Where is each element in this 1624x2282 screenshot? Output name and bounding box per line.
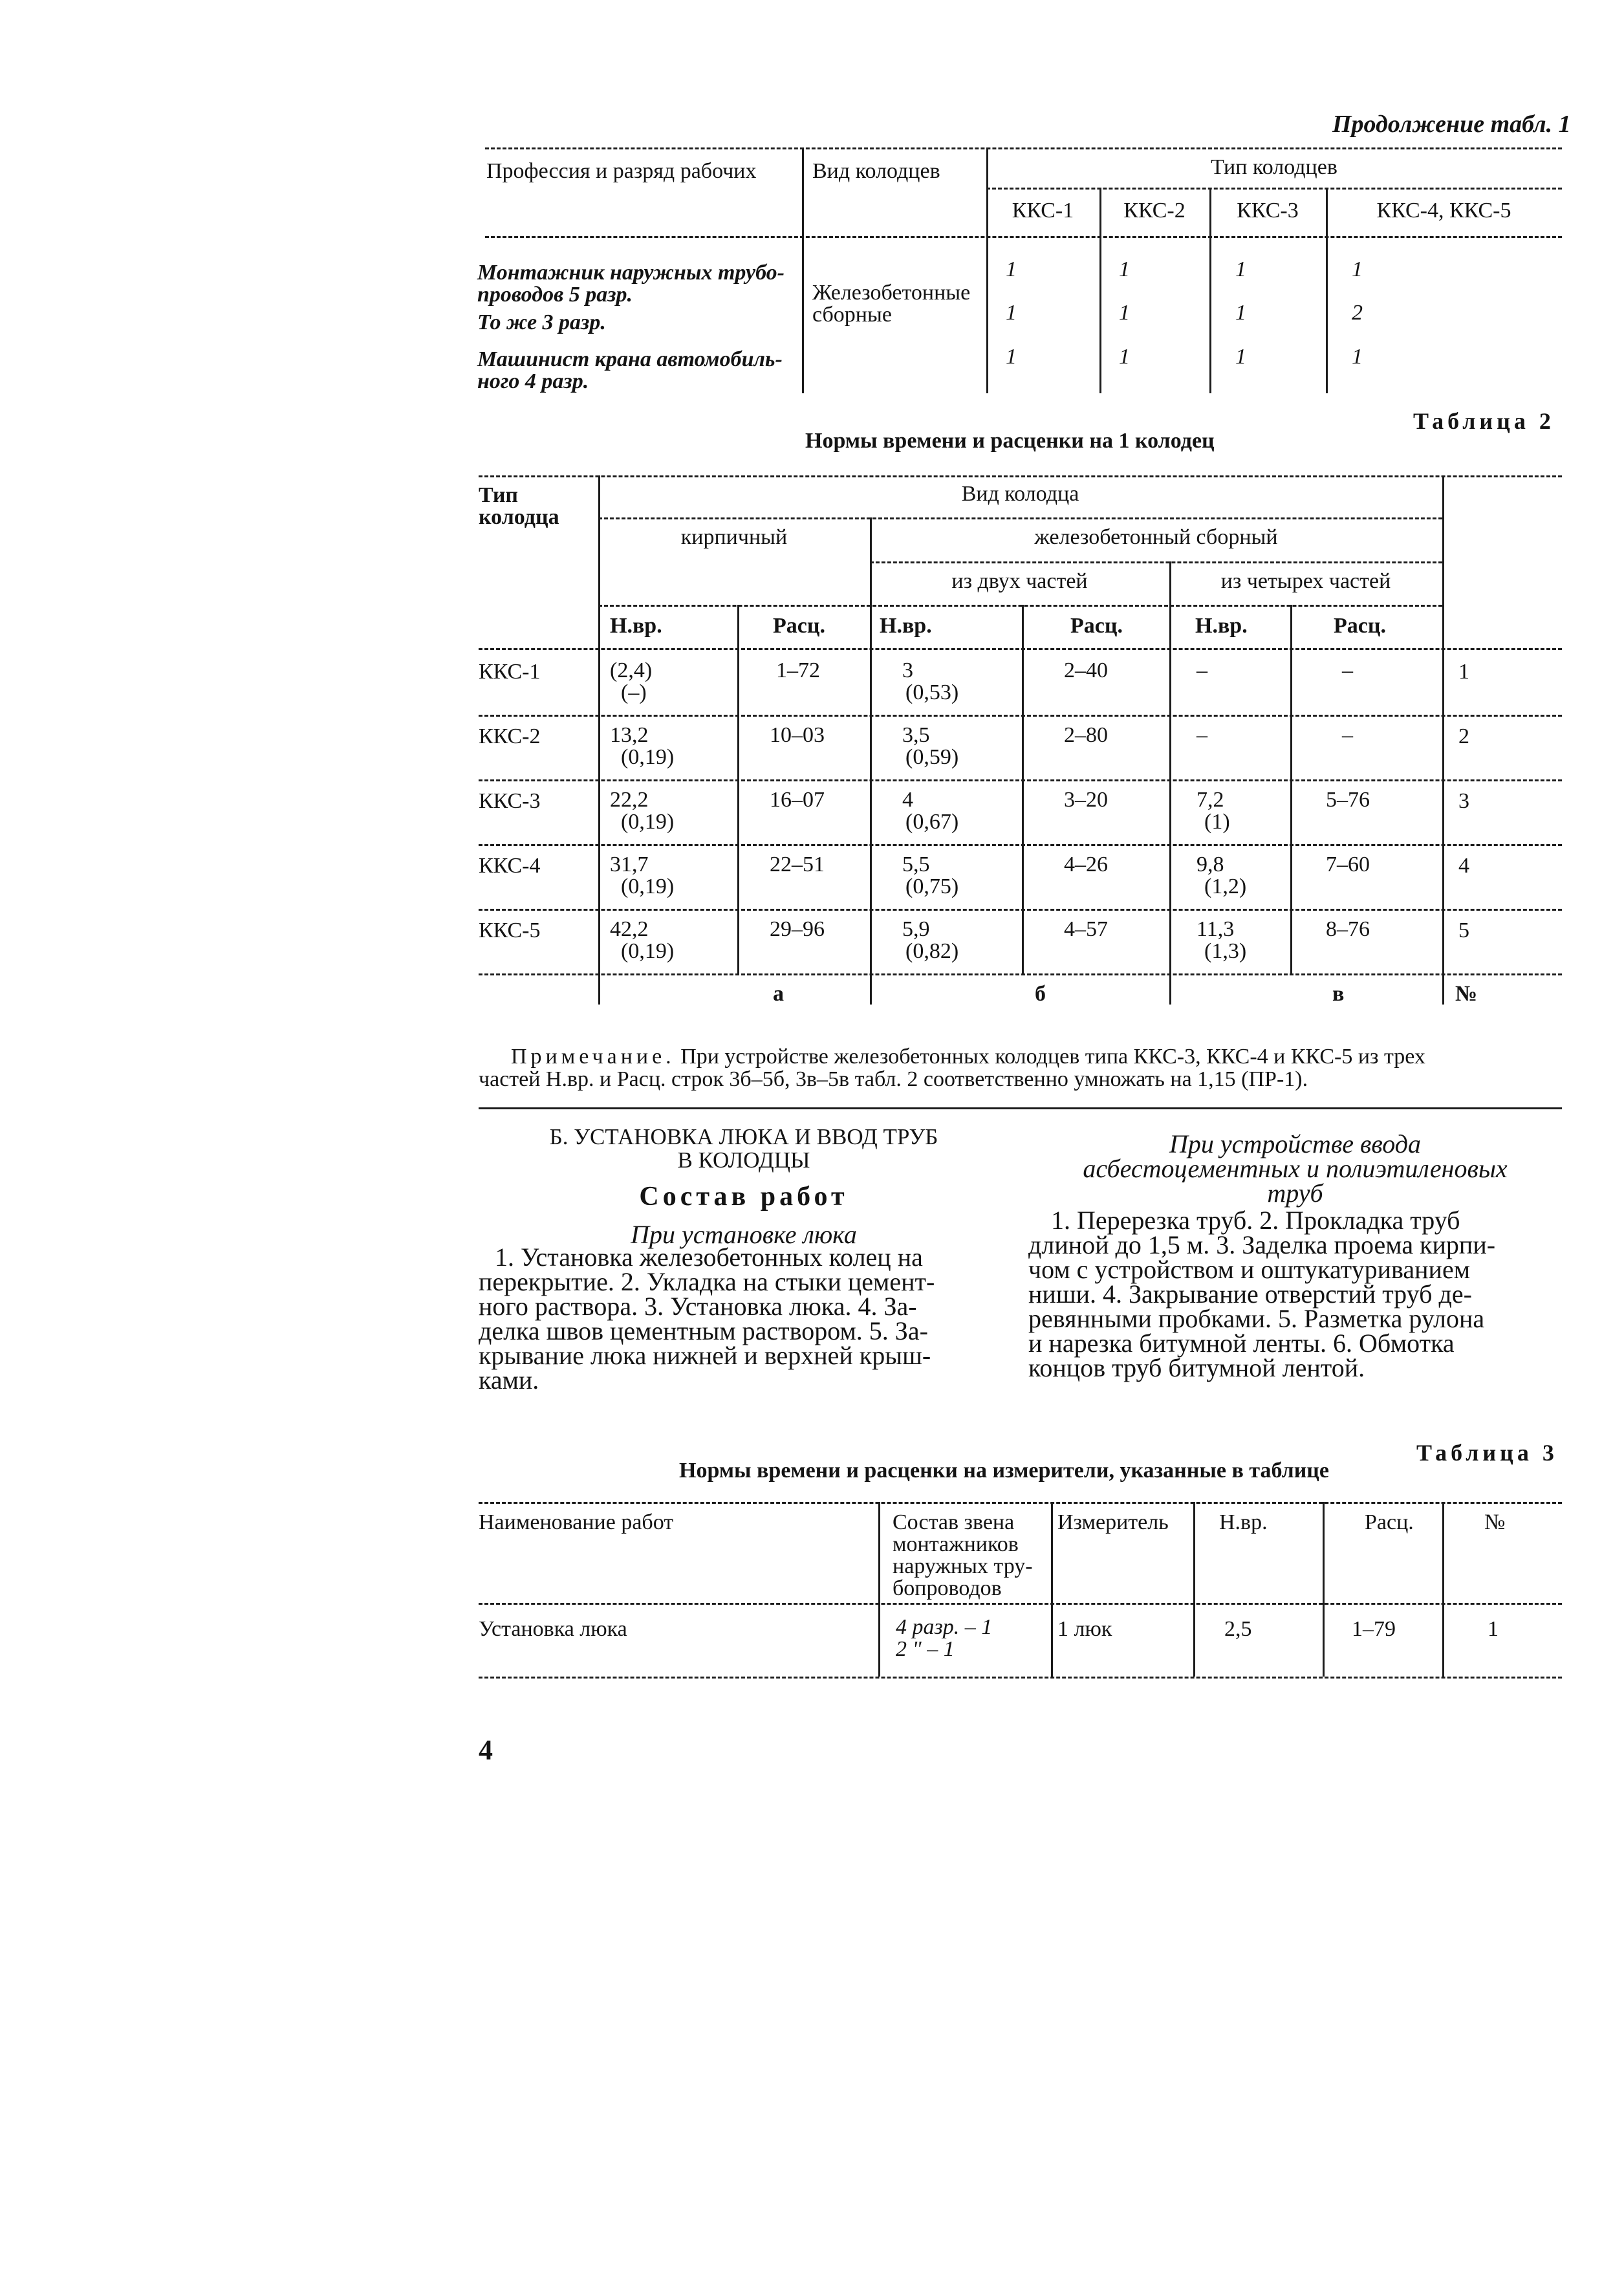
t1-cell: 2 xyxy=(1352,301,1363,325)
t1-cell: 1 xyxy=(1235,301,1246,325)
t2-cell-num: 1 xyxy=(1458,660,1469,684)
t1-type-kks3: ККС-3 xyxy=(1237,199,1299,223)
t2-cell: (0,59) xyxy=(905,745,959,769)
t3-cell-crew: 2 " – 1 xyxy=(896,1637,955,1661)
pipes-line: чом с устройством и оштукатуриванием xyxy=(1028,1255,1471,1284)
t1-cell: 1 xyxy=(1352,257,1363,281)
t2-cell: (0,67) xyxy=(905,810,959,834)
t2-cell: 5–76 xyxy=(1326,788,1370,812)
t3-cell-crew: 4 разр. – 1 xyxy=(896,1615,993,1639)
pipes-line: и нарезка битумной ленты. 6. Обмотка xyxy=(1028,1329,1455,1358)
t3-header-work: Наименование работ xyxy=(479,1510,674,1534)
composition-heading: Состав работ xyxy=(639,1182,849,1212)
t2-cell: (0,75) xyxy=(905,875,959,898)
t2-cell: 10–03 xyxy=(770,723,825,747)
t2-cell: 22,2 xyxy=(610,788,649,812)
t1-row-profession: То же 3 разр. xyxy=(477,310,606,334)
t2-cell: (0,82) xyxy=(905,939,959,963)
t2-cell: 2–40 xyxy=(1064,658,1108,682)
t2-cell: 11,3 xyxy=(1196,917,1235,941)
table-3-title: Нормы времени и расценки на измерители, указанные в таблице xyxy=(679,1459,1329,1483)
hatch-line: ками. xyxy=(479,1365,539,1395)
note-line-1: При устройстве железобетонных колодцев типа ККС-3, ККС-4 и ККС-5 из трех xyxy=(680,1045,1425,1069)
t2-cell: (0,19) xyxy=(621,875,675,898)
hatch-line: 1. Установка железобетонных колец на xyxy=(495,1243,923,1272)
t1-type-kks2: ККС-2 xyxy=(1123,199,1186,223)
hatch-line: делка швов цементным раствором. 5. За- xyxy=(479,1316,928,1345)
t2-cell: (0,19) xyxy=(621,939,675,963)
t2-header-nvr: Н.вр. xyxy=(880,614,932,638)
t1-cell: 1 xyxy=(1235,257,1246,281)
pipes-subtitle: При устройстве ввода xyxy=(1169,1129,1421,1158)
t2-footer-num: № xyxy=(1455,982,1478,1006)
t1-header-well-type: Тип колодцев xyxy=(1211,155,1337,179)
t2-header-two-parts: из двух частей xyxy=(951,569,1088,593)
t1-row-profession: ного 4 разр. xyxy=(477,369,589,393)
t1-cell: 1 xyxy=(1119,301,1130,325)
t2-cell-num: 5 xyxy=(1458,918,1469,942)
t3-header-rasc: Расц. xyxy=(1365,1510,1414,1534)
t2-cell: 5,5 xyxy=(902,853,930,876)
t2-cell: – xyxy=(1342,658,1353,682)
t2-cell: (0,19) xyxy=(621,745,675,769)
pipes-subtitle: труб xyxy=(1267,1179,1323,1208)
t1-cell: 1 xyxy=(1119,257,1130,281)
t2-cell: (1,2) xyxy=(1204,875,1247,898)
pipes-line: длиной до 1,5 м. 3. Заделка проема кирпи- xyxy=(1028,1230,1496,1259)
pipes-subtitle: асбестоцементных и полиэтиленовых xyxy=(1083,1154,1508,1183)
t2-cell: 29–96 xyxy=(770,917,825,941)
t2-cell: 13,2 xyxy=(610,723,649,747)
t3-cell-num: 1 xyxy=(1488,1617,1499,1641)
t2-cell: 4 xyxy=(902,788,913,812)
t3-header-nvr: Н.вр. xyxy=(1219,1510,1268,1534)
t1-cell: 1 xyxy=(1006,257,1017,281)
t2-cell: 9,8 xyxy=(1196,853,1224,876)
table-2-title: Нормы времени и расценки на 1 колодец xyxy=(805,429,1215,453)
t2-header-brick: кирпичный xyxy=(680,525,788,549)
t2-header-type: Тип xyxy=(479,483,519,507)
section-b-heading: В КОЛОДЦЫ xyxy=(677,1147,810,1173)
t2-cell: (–) xyxy=(621,680,647,704)
t3-header-crew: монтажников xyxy=(893,1532,1019,1556)
t1-kind-value-2: сборные xyxy=(812,303,892,327)
pipes-line: ниши. 4. Закрывание отверстий труб де- xyxy=(1028,1279,1472,1309)
t2-cell: 4–26 xyxy=(1064,853,1108,876)
t2-cell: (0,53) xyxy=(905,680,959,704)
t2-cell: 5,9 xyxy=(902,917,930,941)
t1-cell: 1 xyxy=(1352,345,1363,369)
t2-footer-b: б xyxy=(1035,982,1046,1006)
t2-cell: 3,5 xyxy=(902,723,930,747)
t3-cell-nvr: 2,5 xyxy=(1224,1617,1252,1641)
t2-header-type: колодца xyxy=(479,505,559,529)
t2-cell: 31,7 xyxy=(610,853,649,876)
t2-cell-type: ККС-3 xyxy=(479,789,541,813)
pipes-line: концов труб битумной лентой. xyxy=(1028,1353,1365,1382)
t2-cell: 7,2 xyxy=(1196,788,1224,812)
t2-cell-type: ККС-1 xyxy=(479,660,541,684)
t2-cell-num: 4 xyxy=(1458,854,1469,878)
t2-header-rasc: Расц. xyxy=(1334,614,1386,638)
t2-cell: – xyxy=(1342,723,1353,747)
section-divider xyxy=(479,1107,1562,1109)
t3-cell-meter: 1 люк xyxy=(1057,1617,1112,1641)
t2-header-nvr: Н.вр. xyxy=(1195,614,1248,638)
t1-header-well-kind: Вид колодцев xyxy=(812,159,940,183)
t3-header-crew: бопроводов xyxy=(893,1576,1002,1600)
t1-type-kks45: ККС-4, ККС-5 xyxy=(1376,199,1511,223)
t2-header-rasc: Расц. xyxy=(773,614,825,638)
t3-header-crew: Состав звена xyxy=(893,1510,1015,1534)
t1-header-profession: Профессия и разряд рабочих xyxy=(486,159,757,183)
t2-cell-type: ККС-5 xyxy=(479,918,541,942)
t3-header-num: № xyxy=(1484,1510,1506,1534)
t1-cell: 1 xyxy=(1119,345,1130,369)
t1-cell: 1 xyxy=(1235,345,1246,369)
t2-cell-num: 2 xyxy=(1458,724,1469,748)
hatch-line: перекрытие. 2. Укладка на стыки цемент- xyxy=(479,1267,935,1296)
t2-cell: 3–20 xyxy=(1064,788,1108,812)
t1-type-kks1: ККС-1 xyxy=(1012,199,1074,223)
t2-header-kind: Вид колодца xyxy=(961,482,1079,506)
t1-row-profession: проводов 5 разр. xyxy=(477,283,633,307)
note-line-2: частей Н.вр. и Расц. строк 3б–5б, 3в–5в табл. 2 соответственно умножать на 1,15 (ПР-1). xyxy=(479,1067,1308,1091)
t3-header-meter: Измеритель xyxy=(1057,1510,1169,1534)
t2-cell: 2–80 xyxy=(1064,723,1108,747)
t2-cell: 1–72 xyxy=(776,658,820,682)
hatch-subtitle: При установке люка xyxy=(631,1220,857,1249)
continuation-label: Продолжение табл. 1 xyxy=(1332,111,1571,138)
t2-header-nvr: Н.вр. xyxy=(610,614,662,638)
t2-cell-type: ККС-2 xyxy=(479,724,541,748)
t2-cell: – xyxy=(1196,658,1207,682)
pipes-line: 1. Перерезка труб. 2. Прокладка труб xyxy=(1051,1206,1460,1235)
t2-cell: – xyxy=(1196,723,1207,747)
t1-row-profession: Машинист крана автомобиль- xyxy=(477,347,783,371)
t1-cell: 1 xyxy=(1006,301,1017,325)
t2-footer-a: а xyxy=(773,982,784,1006)
note-prefix: Примечание. xyxy=(511,1045,675,1069)
t2-header-rasc: Расц. xyxy=(1070,614,1123,638)
t2-cell-num: 3 xyxy=(1458,789,1469,813)
pipes-line: ревянными пробками. 5. Разметка рулона xyxy=(1028,1304,1485,1333)
t2-cell: (1) xyxy=(1204,810,1230,834)
t2-header-precast: железобетонный сборный xyxy=(1034,525,1278,549)
t3-cell-rasc: 1–79 xyxy=(1352,1617,1396,1641)
table-2-label: Таблица 2 xyxy=(1413,408,1555,434)
table-3-label: Таблица 3 xyxy=(1416,1440,1558,1466)
t2-cell: 4–57 xyxy=(1064,917,1108,941)
t3-header-crew: наружных тру- xyxy=(893,1554,1033,1578)
t2-header-four-parts: из четырех частей xyxy=(1220,569,1391,593)
hatch-line: ного раствора. 3. Установка люка. 4. За- xyxy=(479,1292,917,1321)
t1-kind-value-1: Железобетонные xyxy=(812,281,971,305)
t2-cell: 7–60 xyxy=(1326,853,1370,876)
t2-cell: 3 xyxy=(902,658,913,682)
hatch-line: крывание люка нижней и верхней крыш- xyxy=(479,1341,931,1370)
t2-footer-v: в xyxy=(1332,982,1345,1006)
t1-row-profession: Монтажник наружных трубо- xyxy=(477,261,785,285)
t2-cell-type: ККС-4 xyxy=(479,854,541,878)
t2-cell: (0,19) xyxy=(621,810,675,834)
t2-cell: (2,4) xyxy=(610,658,653,682)
t2-cell: 16–07 xyxy=(770,788,825,812)
t3-cell-work: Установка люка xyxy=(479,1617,627,1641)
t2-cell: 42,2 xyxy=(610,917,649,941)
t2-cell: 8–76 xyxy=(1326,917,1370,941)
page-number: 4 xyxy=(479,1734,493,1766)
t1-cell: 1 xyxy=(1006,345,1017,369)
t2-cell: (1,3) xyxy=(1204,939,1247,963)
t2-cell: 22–51 xyxy=(770,853,825,876)
section-b-heading: Б. УСТАНОВКА ЛЮКА И ВВОД ТРУБ xyxy=(549,1124,938,1149)
